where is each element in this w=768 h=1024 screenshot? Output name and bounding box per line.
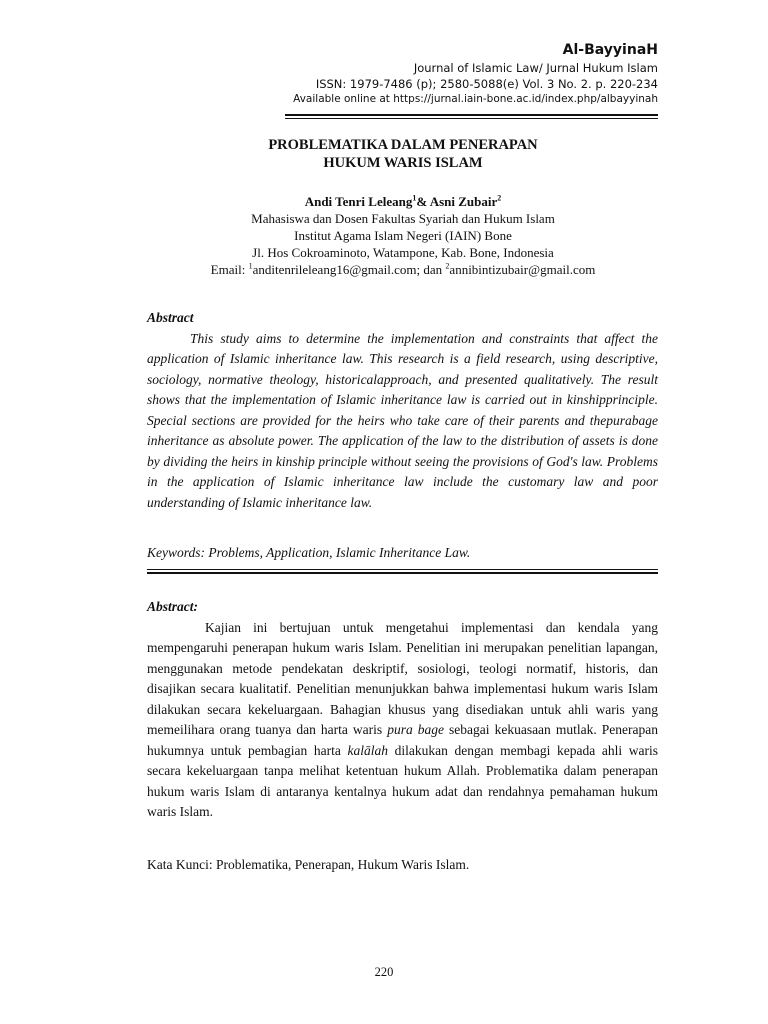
header-divider: [285, 114, 658, 119]
author-emails: [148, 261, 658, 278]
email-2-superscript: 2: [445, 261, 450, 271]
paper-title: [148, 136, 658, 172]
author-separator: &: [416, 194, 430, 209]
author-address: Jl. Hos Cokroaminoto, Watampone, Kab. Bone, Indonesia: [252, 245, 554, 260]
journal-header: [293, 41, 658, 107]
author-1: Andi Tenri Leleang: [304, 194, 413, 209]
author-2: Asni Zubair: [429, 194, 498, 209]
email-2: annibintizubair@gmail.com: [449, 262, 596, 277]
abstract-indonesian-body: [147, 618, 658, 823]
abstract-indonesian-heading: Abstract:: [147, 599, 199, 614]
abstract-indonesian-part-1: Kajian ini bertujuan untuk mengetahui implementasi dan kendala yang mempengaruhi penerapan hukum waris Islam. Penelitian ini merupakan penelitian lapangan, menggunakan metode pendekatan deskriptif, sosiologi, teologi normatif, historis, dan disajikan secara kualitatif. Penelitian menunjukkan bahwa implementasi hukum waris Islam dilakukan secara kekeluargaan. Bahagian khusus yang disediakan untuk ahli waris yang memeilihara orang tuanya dan harta waris: [147, 619, 658, 737]
journal-name: Al-BayyinaH: [562, 42, 658, 58]
title-line-2: HUKUM WARIS ISLAM: [323, 155, 483, 171]
abstract-indonesian: [147, 597, 658, 823]
keywords-indonesian: Kata Kunci: Problematika, Penerapan, Hukum Waris Islam.: [147, 857, 470, 872]
email-1-superscript: 1: [248, 261, 253, 271]
term-kalalah: kalālah: [347, 742, 389, 758]
author-2-superscript: 2: [497, 193, 502, 203]
abstract-indonesian-part-3: dilakukan dengan membagi kepada ahli waris secara kekeluargaan tanpa melihat ketentuan hukum Allah. Problematika dalam penerapan hukum waris Islam di antaranya kentalnya hukum adat dan rendahnya pemahaman hukum waris Islam.: [147, 742, 659, 819]
abstract-english: [147, 308, 658, 513]
abstract-english-body: This study aims to determine the implementation and constraints that affect the application of Islamic inheritance law. This research is a field research, using descriptive, sociology, normative theology, historicalapproach, and presented qualitatively. The result shows that the implementation of Islamic inheritance law is carried out in kinshipprinciple. Special sections are provided for the heirs who take care of their parents and thepurabage inheritance as absolute power. The application of the law to the distribution of assets is done by dividing the heirs in kinship principle without seeing the provisions of God's law. Problems in the application of Islamic inheritance law include the customary law and poor understanding of Islamic inheritance law.: [147, 330, 658, 510]
page-number: 220: [374, 965, 394, 979]
journal-subtitle: Journal of Islamic Law/ Jurnal Hukum Islam: [413, 61, 658, 75]
section-divider: [147, 569, 658, 574]
keywords-english: Keywords: Problems, Application, Islamic Inheritance Law.: [147, 545, 471, 560]
journal-availability: Available online at https://jurnal.iain-bone.ac.id/index.php/albayyinah: [293, 93, 658, 105]
abstract-indonesian-part-2: sebagai kekuasaan mutlak. Penerapan hukumnya untuk pembagian harta: [147, 722, 658, 758]
email-label: Email:: [210, 262, 249, 277]
email-1: anditenrileleang16@gmail.com; dan: [252, 262, 446, 277]
author-institute: Institut Agama Islam Negeri (IAIN) Bone: [294, 228, 512, 243]
author-block: [148, 193, 658, 278]
journal-issn: ISSN: 1979-7486 (p); 2580-5088(e) Vol. 3 No. 2. p. 220-234: [315, 77, 658, 91]
author-names: [148, 193, 658, 210]
title-line-1: PROBLEMATIKA DALAM PENERAPAN: [268, 137, 538, 153]
term-pura-bage: pura bage: [387, 722, 444, 737]
author-affiliation: Mahasiswa dan Dosen Fakultas Syariah dan Hukum Islam: [251, 211, 555, 226]
abstract-english-heading: Abstract: [147, 310, 194, 325]
author-1-superscript: 1: [412, 193, 417, 203]
